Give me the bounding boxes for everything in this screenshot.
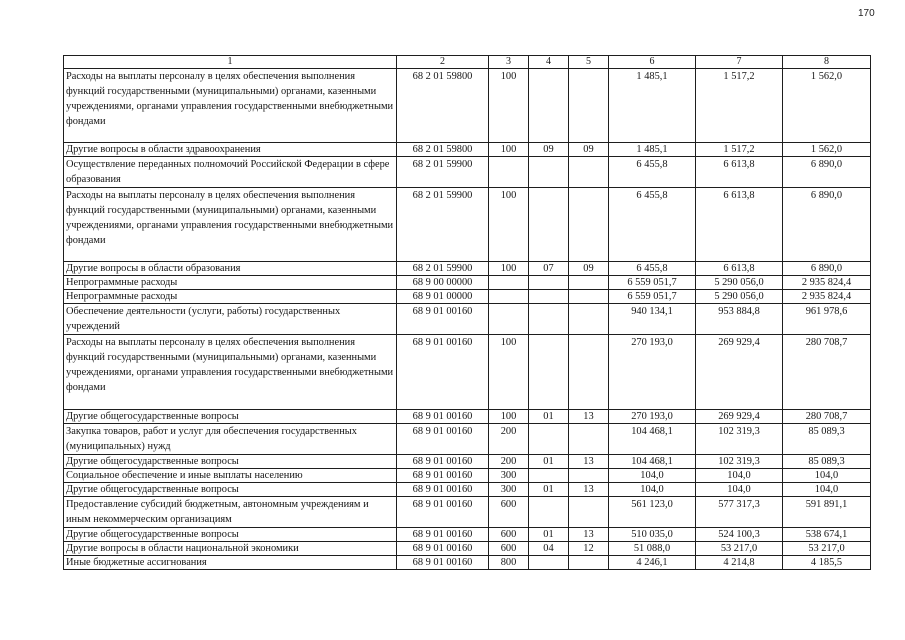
row-name-cell: Другие общегосударственные вопросы xyxy=(64,455,397,469)
row-value-6-cell: 6 559 051,7 xyxy=(609,290,696,304)
row-value-7-cell: 4 214,8 xyxy=(696,556,783,570)
row-code-cell: 68 2 01 59800 xyxy=(397,143,489,157)
row-code-cell: 68 9 01 00000 xyxy=(397,290,489,304)
row-value-6-cell: 51 088,0 xyxy=(609,542,696,556)
row-vr-cell: 100 xyxy=(489,262,529,276)
row-value-6-cell: 104,0 xyxy=(609,483,696,497)
row-name-cell: Другие вопросы в области образования xyxy=(64,262,397,276)
row-value-7-cell: 102 319,3 xyxy=(696,455,783,469)
row-pr-cell xyxy=(569,497,609,528)
row-code-cell: 68 2 01 59900 xyxy=(397,262,489,276)
row-value-8-cell: 4 185,5 xyxy=(783,556,871,570)
row-name-cell: Другие общегосударственные вопросы xyxy=(64,410,397,424)
row-name-cell: Другие общегосударственные вопросы xyxy=(64,528,397,542)
header-cell: 4 xyxy=(529,56,569,69)
row-vr-cell: 300 xyxy=(489,483,529,497)
row-value-6-cell: 940 134,1 xyxy=(609,304,696,335)
table-row xyxy=(64,455,871,469)
row-value-7-cell: 269 929,4 xyxy=(696,335,783,410)
row-rz-cell: 09 xyxy=(529,143,569,157)
row-value-6-cell: 104 468,1 xyxy=(609,455,696,469)
row-value-8-cell: 6 890,0 xyxy=(783,262,871,276)
table-row xyxy=(64,483,871,497)
row-vr-cell xyxy=(489,304,529,335)
row-code-cell: 68 9 01 00160 xyxy=(397,497,489,528)
row-value-8-cell: 6 890,0 xyxy=(783,157,871,188)
row-value-6-cell: 104 468,1 xyxy=(609,424,696,455)
row-rz-cell: 04 xyxy=(529,542,569,556)
header-cell: 7 xyxy=(696,56,783,69)
row-name-cell: Расходы на выплаты персоналу в целях обеспечения выполнения функций государственными (муниципальными) органами, казенными учреждениями, органами управления государственными внебюджетными фондами xyxy=(64,335,397,410)
row-value-7-cell: 5 290 056,0 xyxy=(696,290,783,304)
row-value-6-cell: 104,0 xyxy=(609,469,696,483)
table-row xyxy=(64,157,871,188)
row-code-cell: 68 2 01 59800 xyxy=(397,69,489,143)
row-value-7-cell: 104,0 xyxy=(696,483,783,497)
row-rz-cell xyxy=(529,188,569,262)
row-name-cell: Осуществление переданных полномочий Российской Федерации в сфере образования xyxy=(64,157,397,188)
row-pr-cell xyxy=(569,424,609,455)
row-vr-cell: 100 xyxy=(489,69,529,143)
row-pr-cell xyxy=(569,469,609,483)
row-name-cell: Непрограммные расходы xyxy=(64,290,397,304)
row-value-7-cell: 102 319,3 xyxy=(696,424,783,455)
header-cell: 1 xyxy=(64,56,397,69)
row-name-cell: Расходы на выплаты персоналу в целях обеспечения выполнения функций государственными (муниципальными) органами, казенными учреждениями, органами управления государственными внебюджетными фондами xyxy=(64,69,397,143)
table-row xyxy=(64,276,871,290)
row-value-7-cell: 6 613,8 xyxy=(696,262,783,276)
row-value-8-cell: 2 935 824,4 xyxy=(783,276,871,290)
header-cell: 3 xyxy=(489,56,529,69)
row-value-8-cell: 6 890,0 xyxy=(783,188,871,262)
row-value-8-cell: 104,0 xyxy=(783,469,871,483)
row-rz-cell: 01 xyxy=(529,455,569,469)
row-vr-cell: 600 xyxy=(489,528,529,542)
row-vr-cell: 100 xyxy=(489,188,529,262)
row-pr-cell xyxy=(569,157,609,188)
row-name-cell: Непрограммные расходы xyxy=(64,276,397,290)
row-value-6-cell: 510 035,0 xyxy=(609,528,696,542)
row-value-7-cell: 53 217,0 xyxy=(696,542,783,556)
row-value-7-cell: 104,0 xyxy=(696,469,783,483)
header-cell: 2 xyxy=(397,56,489,69)
row-value-8-cell: 2 935 824,4 xyxy=(783,290,871,304)
row-code-cell: 68 2 01 59900 xyxy=(397,188,489,262)
row-code-cell: 68 9 01 00160 xyxy=(397,304,489,335)
row-value-6-cell: 561 123,0 xyxy=(609,497,696,528)
row-value-8-cell: 538 674,1 xyxy=(783,528,871,542)
row-vr-cell xyxy=(489,290,529,304)
row-value-8-cell: 85 089,3 xyxy=(783,455,871,469)
row-value-7-cell: 1 517,2 xyxy=(696,143,783,157)
row-value-6-cell: 1 485,1 xyxy=(609,143,696,157)
row-code-cell: 68 9 01 00160 xyxy=(397,542,489,556)
row-pr-cell: 09 xyxy=(569,143,609,157)
row-value-6-cell: 6 455,8 xyxy=(609,157,696,188)
row-value-7-cell: 6 613,8 xyxy=(696,157,783,188)
row-pr-cell: 13 xyxy=(569,410,609,424)
row-pr-cell xyxy=(569,290,609,304)
row-name-cell: Другие общегосударственные вопросы xyxy=(64,483,397,497)
row-value-7-cell: 5 290 056,0 xyxy=(696,276,783,290)
row-value-7-cell: 269 929,4 xyxy=(696,410,783,424)
row-vr-cell: 200 xyxy=(489,455,529,469)
row-value-8-cell: 591 891,1 xyxy=(783,497,871,528)
table-row xyxy=(64,335,871,410)
table-row xyxy=(64,262,871,276)
row-pr-cell: 13 xyxy=(569,528,609,542)
row-code-cell: 68 9 01 00160 xyxy=(397,469,489,483)
table-row xyxy=(64,188,871,262)
page-number: 170 xyxy=(858,8,875,19)
table-row xyxy=(64,290,871,304)
row-pr-cell xyxy=(569,556,609,570)
row-value-7-cell: 953 884,8 xyxy=(696,304,783,335)
row-pr-cell: 09 xyxy=(569,262,609,276)
row-rz-cell: 01 xyxy=(529,410,569,424)
row-name-cell: Другие вопросы в области здравоохранения xyxy=(64,143,397,157)
row-code-cell: 68 9 00 00000 xyxy=(397,276,489,290)
row-code-cell: 68 9 01 00160 xyxy=(397,556,489,570)
row-value-6-cell: 270 193,0 xyxy=(609,410,696,424)
row-pr-cell xyxy=(569,335,609,410)
row-code-cell: 68 9 01 00160 xyxy=(397,528,489,542)
row-vr-cell xyxy=(489,276,529,290)
row-name-cell: Социальное обеспечение и иные выплаты населению xyxy=(64,469,397,483)
row-vr-cell: 200 xyxy=(489,424,529,455)
row-value-8-cell: 280 708,7 xyxy=(783,335,871,410)
row-rz-cell xyxy=(529,304,569,335)
row-vr-cell: 100 xyxy=(489,335,529,410)
row-rz-cell xyxy=(529,497,569,528)
row-rz-cell: 07 xyxy=(529,262,569,276)
row-rz-cell xyxy=(529,556,569,570)
row-code-cell: 68 9 01 00160 xyxy=(397,410,489,424)
row-rz-cell xyxy=(529,424,569,455)
row-pr-cell xyxy=(569,276,609,290)
row-value-8-cell: 85 089,3 xyxy=(783,424,871,455)
row-value-8-cell: 961 978,6 xyxy=(783,304,871,335)
row-value-6-cell: 6 559 051,7 xyxy=(609,276,696,290)
row-name-cell: Расходы на выплаты персоналу в целях обеспечения выполнения функций государственными (муниципальными) органами, казенными учреждениями, органами управления государственными внебюджетными фондами xyxy=(64,188,397,262)
header-cell: 5 xyxy=(569,56,609,69)
table-row xyxy=(64,556,871,570)
row-code-cell: 68 9 01 00160 xyxy=(397,335,489,410)
row-rz-cell xyxy=(529,335,569,410)
row-vr-cell: 600 xyxy=(489,542,529,556)
row-code-cell: 68 2 01 59900 xyxy=(397,157,489,188)
row-code-cell: 68 9 01 00160 xyxy=(397,455,489,469)
row-name-cell: Предоставление субсидий бюджетным, автономным учреждениям и иным некоммерческим организациям xyxy=(64,497,397,528)
row-pr-cell: 12 xyxy=(569,542,609,556)
row-value-7-cell: 1 517,2 xyxy=(696,69,783,143)
table-row xyxy=(64,304,871,335)
row-value-8-cell: 1 562,0 xyxy=(783,69,871,143)
row-rz-cell xyxy=(529,157,569,188)
row-vr-cell: 100 xyxy=(489,410,529,424)
table-row xyxy=(64,528,871,542)
row-pr-cell: 13 xyxy=(569,483,609,497)
row-vr-cell: 600 xyxy=(489,497,529,528)
row-value-6-cell: 6 455,8 xyxy=(609,262,696,276)
table-row xyxy=(64,143,871,157)
table-row xyxy=(64,542,871,556)
table-row xyxy=(64,497,871,528)
row-value-8-cell: 1 562,0 xyxy=(783,143,871,157)
row-vr-cell: 100 xyxy=(489,143,529,157)
row-code-cell: 68 9 01 00160 xyxy=(397,424,489,455)
row-rz-cell xyxy=(529,469,569,483)
row-value-7-cell: 6 613,8 xyxy=(696,188,783,262)
row-value-8-cell: 53 217,0 xyxy=(783,542,871,556)
row-value-7-cell: 524 100,3 xyxy=(696,528,783,542)
table-header-row xyxy=(64,56,871,69)
header-cell: 8 xyxy=(783,56,871,69)
table-row xyxy=(64,424,871,455)
header-cell: 6 xyxy=(609,56,696,69)
table-row xyxy=(64,410,871,424)
row-value-6-cell: 6 455,8 xyxy=(609,188,696,262)
row-pr-cell xyxy=(569,304,609,335)
row-pr-cell xyxy=(569,188,609,262)
row-value-6-cell: 4 246,1 xyxy=(609,556,696,570)
row-name-cell: Другие вопросы в области национальной экономики xyxy=(64,542,397,556)
row-code-cell: 68 9 01 00160 xyxy=(397,483,489,497)
row-vr-cell: 300 xyxy=(489,469,529,483)
row-value-8-cell: 280 708,7 xyxy=(783,410,871,424)
row-rz-cell xyxy=(529,69,569,143)
row-pr-cell xyxy=(569,69,609,143)
row-rz-cell: 01 xyxy=(529,483,569,497)
row-vr-cell: 800 xyxy=(489,556,529,570)
row-value-8-cell: 104,0 xyxy=(783,483,871,497)
row-rz-cell: 01 xyxy=(529,528,569,542)
row-vr-cell xyxy=(489,157,529,188)
row-pr-cell: 13 xyxy=(569,455,609,469)
row-rz-cell xyxy=(529,290,569,304)
row-value-6-cell: 270 193,0 xyxy=(609,335,696,410)
row-rz-cell xyxy=(529,276,569,290)
row-name-cell: Иные бюджетные ассигнования xyxy=(64,556,397,570)
row-name-cell: Закупка товаров, работ и услуг для обеспечения государственных (муниципальных) нужд xyxy=(64,424,397,455)
row-value-6-cell: 1 485,1 xyxy=(609,69,696,143)
row-value-7-cell: 577 317,3 xyxy=(696,497,783,528)
budget-table xyxy=(63,55,871,570)
table-row xyxy=(64,469,871,483)
table-row xyxy=(64,69,871,143)
row-name-cell: Обеспечение деятельности (услуги, работы) государственных учреждений xyxy=(64,304,397,335)
